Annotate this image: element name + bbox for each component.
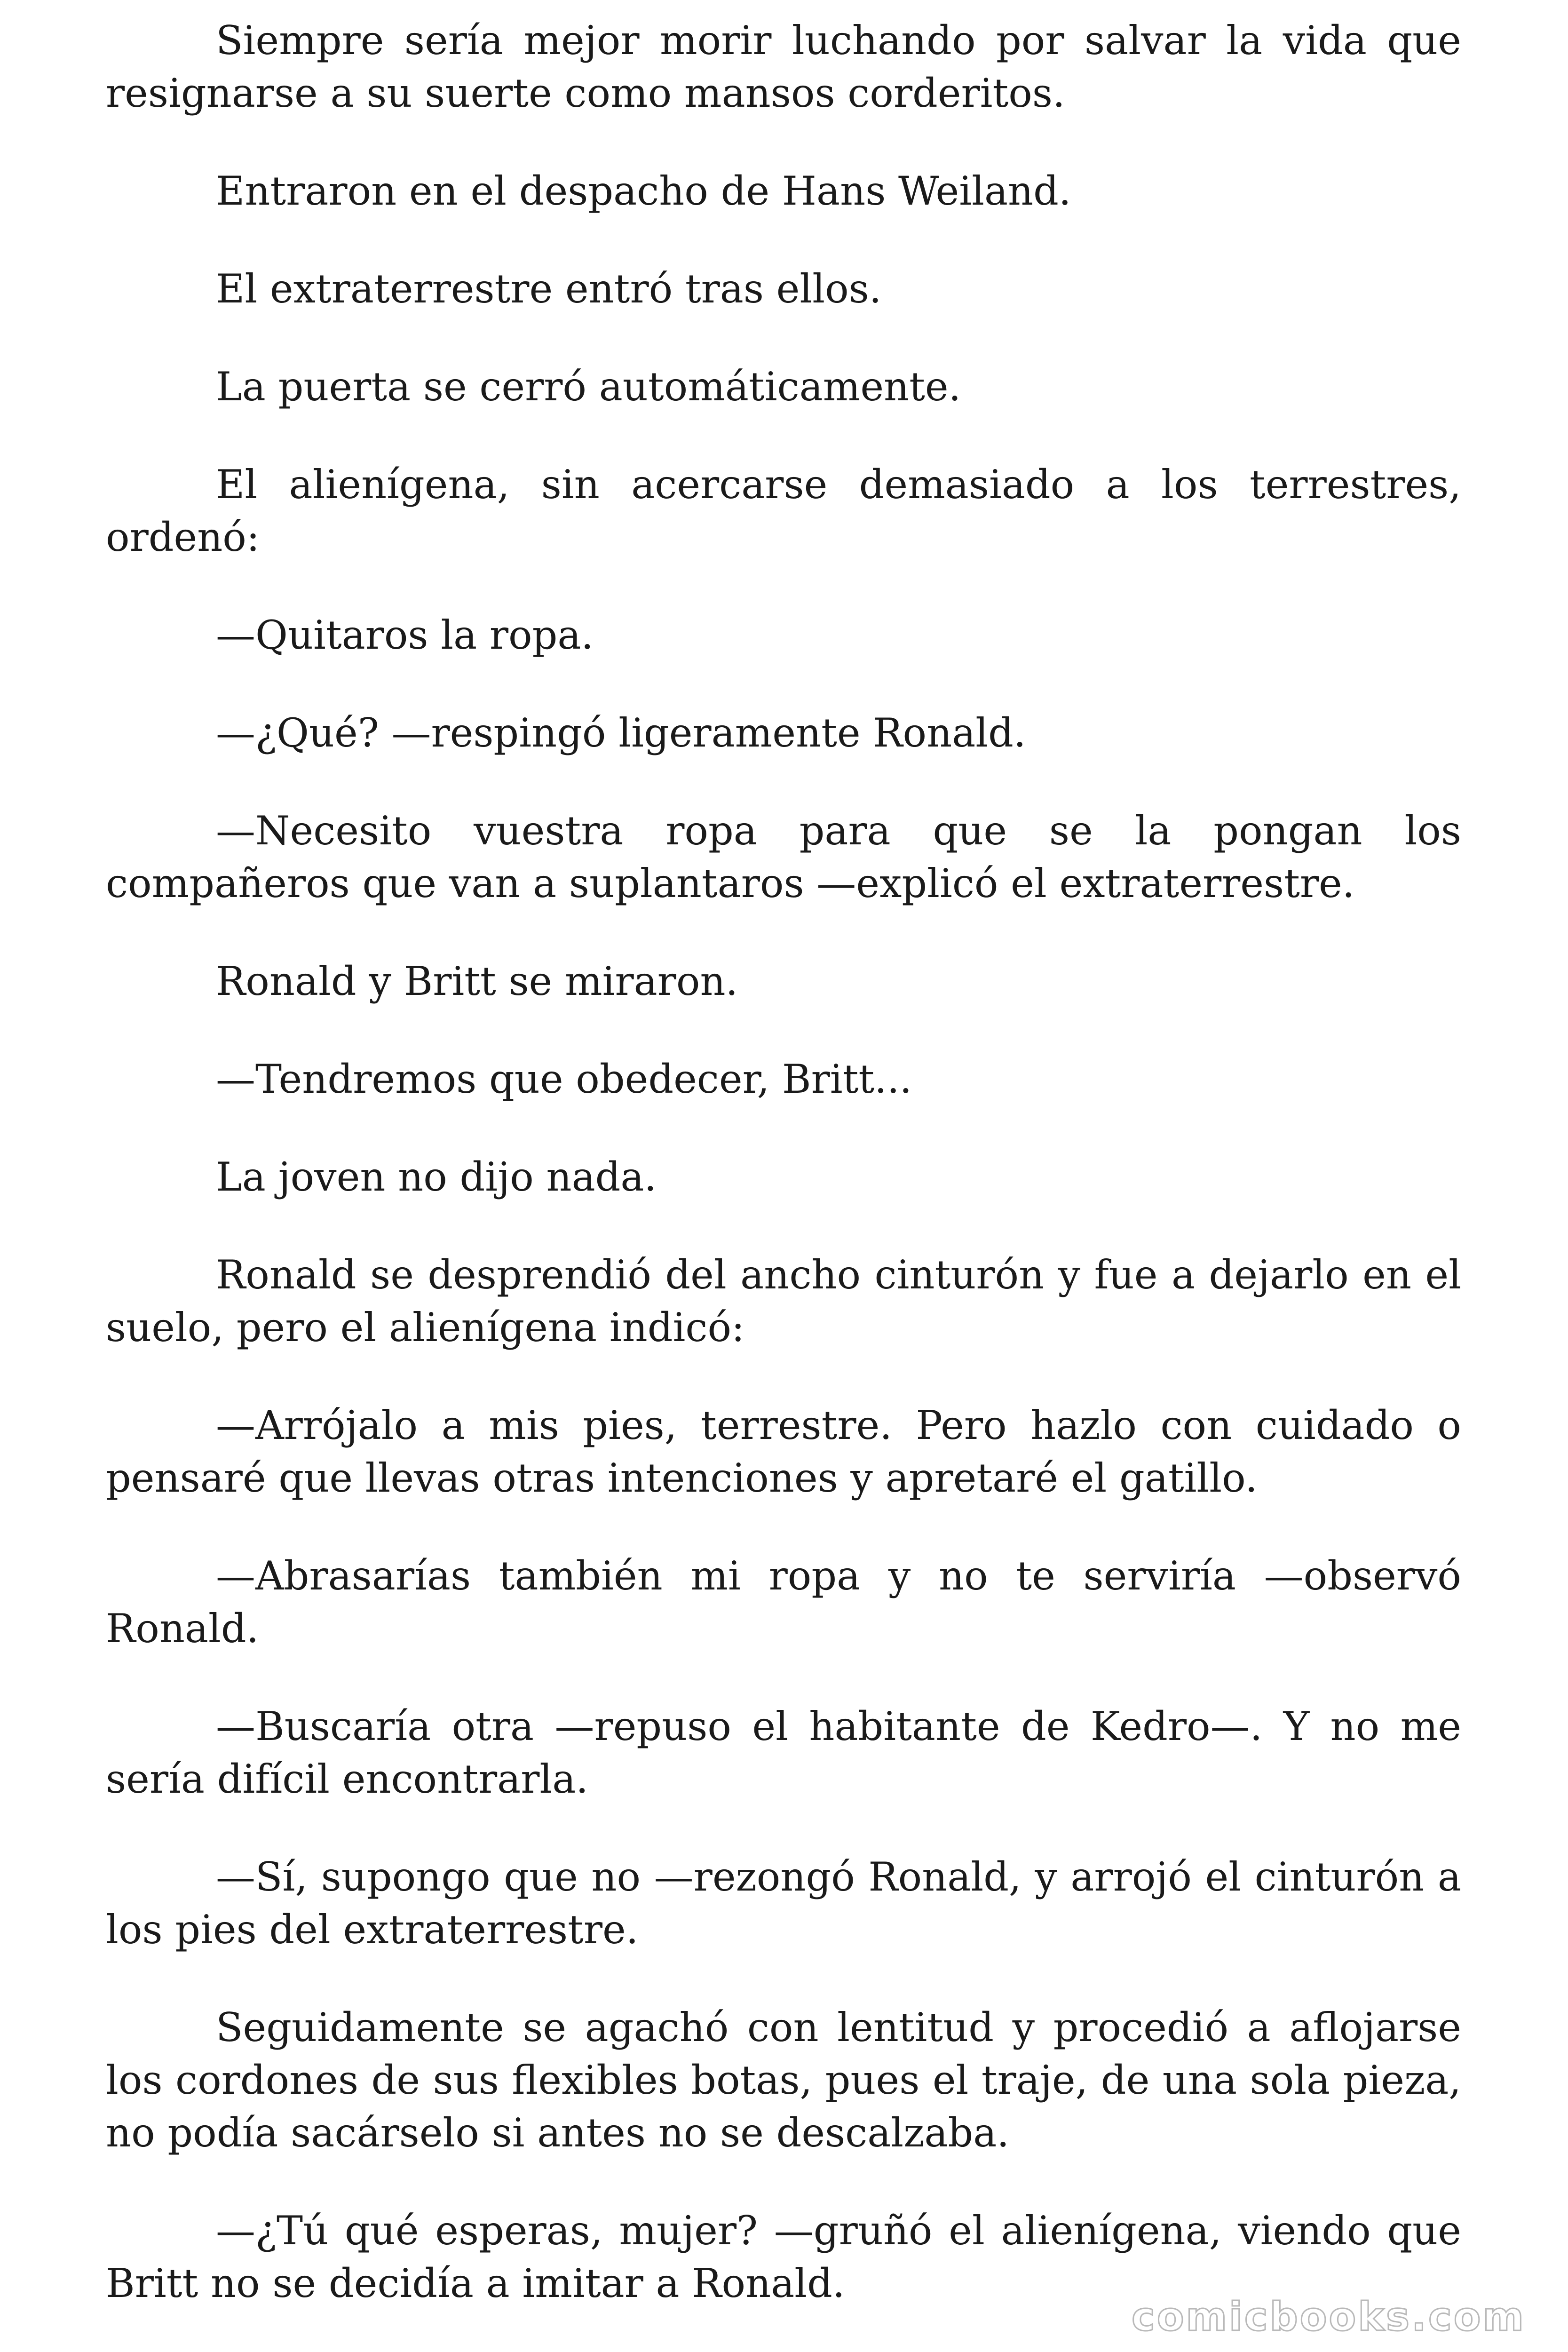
paragraph: —Quitaros la ropa. — [216, 612, 594, 658]
paragraph: —Necesito vuestra ropa para que se la pongan los compañeros que van a suplantaros —explicó el extraterrestre. — [106, 808, 1461, 906]
paragraph: —Buscaría otra —repuso el habitante de Kedro—. Y no me sería difícil encontrarla. — [106, 1703, 1461, 1802]
paragraph: —Arrójalo a mis pies, terrestre. Pero hazlo con cuidado o pensaré que llevas otras intenciones y apretaré el gatillo. — [106, 1402, 1461, 1501]
paragraph: Entraron en el despacho de Hans Weiland. — [216, 168, 1071, 214]
paragraph: Ronald se desprendió del ancho cinturón y fue a dejarlo en el suelo, pero el alienígena indicó: — [106, 1252, 1461, 1351]
paragraph: —Sí, supongo que no —rezongó Ronald, y arrojó el cinturón a los pies del extraterrestre. — [106, 1854, 1461, 1953]
watermark: comicbooks.com — [1132, 2294, 1526, 2340]
paragraph: —Abrasarías también mi ropa y no te serviría —observó Ronald. — [106, 1553, 1461, 1652]
paragraph: Siempre sería mejor morir luchando por salvar la vida que resignarse a su suerte como mansos corderitos. — [106, 17, 1461, 116]
paragraph: Ronald y Britt se miraron. — [216, 958, 738, 1004]
paragraph: Seguidamente se agachó con lentitud y procedió a aflojarse los cordones de sus flexibles botas, pues el traje, de una sola pieza, no podía sacárselo si antes no se descalzaba. — [106, 2004, 1461, 2156]
paragraph: La puerta se cerró automáticamente. — [216, 364, 961, 410]
paragraph: —¿Tú qué esperas, mujer? —gruñó el alienígena, viendo que Britt no se decidía a imitar a Ronald. — [106, 2208, 1461, 2306]
paragraph: —¿Qué? —respingó ligeramente Ronald. — [216, 710, 1026, 756]
paragraph: La joven no dijo nada. — [216, 1154, 657, 1200]
paragraph: El alienígena, sin acercarse demasiado a los terrestres, ordenó: — [106, 461, 1461, 560]
paragraph: El extraterrestre entró tras ellos. — [216, 266, 882, 312]
text-body — [106, 14, 1461, 2352]
paragraph: —Tendremos que obedecer, Britt... — [216, 1056, 912, 1102]
